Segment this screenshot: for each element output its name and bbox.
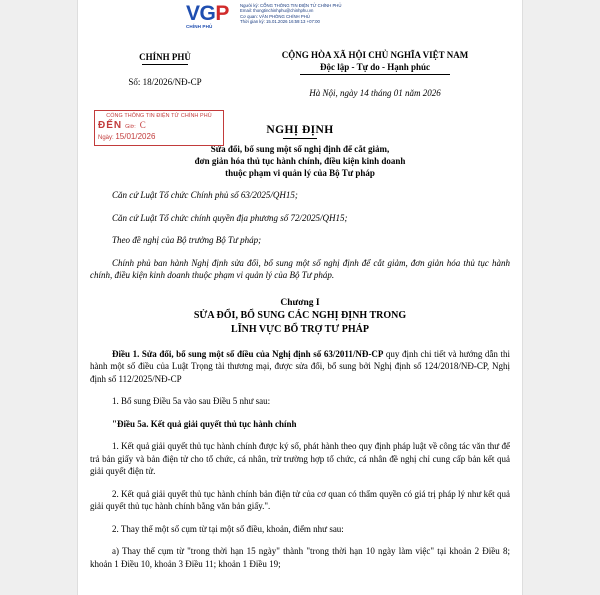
- vgp-logo-main: VG: [186, 2, 216, 25]
- clause-1-intro: 1. Bổ sung Điều 5a vào sau Điều 5 như sau:: [112, 396, 271, 406]
- article-5a-clause-2: 2. Kết quả giải quyết thủ tục hành chính bản điện tử của cơ quan có thẩm quyền có giá trị pháp lý như kết quả giải quyết thủ tục hành chính bằng văn bản giấy.".: [90, 488, 510, 511]
- title-subline-1: Sửa đổi, bổ sung một số nghị định để cắt giảm,: [210, 144, 390, 154]
- title-subline-3: thuộc phạm vi quản lý của Bộ Tư pháp: [225, 168, 375, 178]
- page-margin-left: [0, 0, 78, 595]
- issuing-authority: [90, 50, 240, 98]
- stamp-den-label: ĐẾN: [98, 120, 123, 131]
- clause-2-intro: 2. Thay thế một số cụm từ tại một số điều, khoản, điểm như sau:: [112, 523, 344, 534]
- received-stamp: [94, 110, 224, 146]
- national-title-rule: [300, 74, 450, 75]
- masthead: [90, 50, 510, 98]
- preamble-line-3: Theo đề nghị của Bộ trưởng Bộ Tư pháp;: [112, 235, 262, 245]
- chapter-heading: [90, 298, 510, 336]
- issuing-authority-rule: [142, 64, 188, 65]
- issuing-authority-label: CHÍNH PHỦ: [139, 52, 191, 62]
- document-sheet: [78, 0, 522, 595]
- page-title: NGHỊ ĐỊNH: [266, 124, 334, 136]
- place-and-date: Hà Nội, ngày 14 tháng 01 năm 2026: [309, 88, 441, 98]
- preamble-line-1: Căn cứ Luật Tổ chức Chính phủ số 63/2025/QH15;: [112, 190, 298, 200]
- digital-signature-block: [240, 3, 415, 25]
- chapter-name-line-1: SỬA ĐỔI, BỔ SUNG CÁC NGHỊ ĐỊNH TRONG: [193, 309, 407, 321]
- title-rule: [283, 138, 317, 139]
- vgp-header: [90, 0, 510, 48]
- signature-line-1: Người ký: CỔNG THÔNG TIN ĐIỆN TỬ CHÍNH PHỦ: [240, 3, 342, 8]
- national-motto: Độc lập - Tự do - Hạnh phúc: [319, 62, 430, 72]
- stamp-arrival-row: [98, 120, 220, 131]
- article-5a-heading: "Điều 5a. Kết quả giải quyết thủ tục hành chính: [112, 418, 297, 429]
- title-subline-2: đơn giản hóa thủ tục hành chính, điều kiện kinh doanh: [194, 156, 406, 166]
- intro-paragraph: Chính phủ ban hành Nghị định sửa đổi, bổ sung một số nghị định để cắt giảm, đơn giản hóa thủ tục hành chính, điều kiện kinh doanh thuộc phạm vi quản lý của Bộ Tư pháp.: [90, 257, 510, 280]
- stamp-date-label: Ngày:: [98, 135, 114, 141]
- vgp-gov-line: CHÍNH PHỦ: [186, 24, 213, 29]
- stamp-time-label: Giờ:: [125, 124, 136, 130]
- stamp-date-value: 15/01/2026: [115, 132, 156, 141]
- stamp-office-name: CỔNG THÔNG TIN ĐIỆN TỬ CHÍNH PHỦ: [106, 113, 212, 119]
- signature-line-2: Email: thongtinchinhphu@chinhphu.vn: [240, 8, 314, 14]
- article-1-body: quy định chi tiết và hướng dẫn thi hành một số điều của Luật Trọng tài thương mại, được sửa đổi, bổ sung bởi Nghị định số 124/2018/NĐ-CP, Nghị định số 112/2025/NĐ-CP: [90, 348, 510, 384]
- article-5a-clause-1: 1. Kết quả giải quyết thủ tục hành chính được ký số, phát hành theo quy định pháp luật về công tác văn thư để trả bản giấy và bản điện tử cho tổ chức, cá nhân, trừ trường hợp tổ chức, cá nhân đề nghị chỉ cung cấp bản kết quả giải quyết điện tử.: [90, 441, 510, 476]
- chapter-name-line-2: LĨNH VỰC BỔ TRỢ TƯ PHÁP: [231, 323, 369, 335]
- stamp-time-value: C: [139, 120, 146, 130]
- signature-line-3: Cơ quan: VĂN PHÒNG CHÍNH PHỦ: [240, 13, 310, 19]
- signature-line-4: Thời gian ký: 15.01.2026 16:59:13 +07:00: [240, 19, 320, 25]
- document-number: Số: 18/2026/NĐ-CP: [128, 77, 202, 87]
- chapter-number: Chương I: [280, 297, 320, 308]
- article-1: [90, 348, 510, 386]
- vgp-logo: [186, 2, 229, 26]
- clause-2-point-a: a) Thay thế cụm từ "trong thời hạn 15 ngày" thành "trong thời hạn 10 ngày làm việc" tại khoản 2 Điều 8; khoản 1 Điều 10, khoản 3 Điều 11; khoản 1 Điều 19;: [90, 546, 510, 569]
- page-margin-right: [522, 0, 600, 595]
- stamp-date-row: [98, 132, 220, 141]
- national-title-line: CỘNG HÒA XÃ HỘI CHỦ NGHĨA VIỆT NAM: [281, 50, 469, 60]
- preamble-line-2: Căn cứ Luật Tổ chức chính quyền địa phương số 72/2025/QH15;: [112, 212, 348, 223]
- national-title: [240, 50, 510, 98]
- article-1-lead: Điều 1. Sửa đổi, bổ sung một số điều của Nghị định số 63/2011/NĐ-CP: [112, 348, 384, 359]
- vgp-logo-accent: P: [215, 2, 229, 25]
